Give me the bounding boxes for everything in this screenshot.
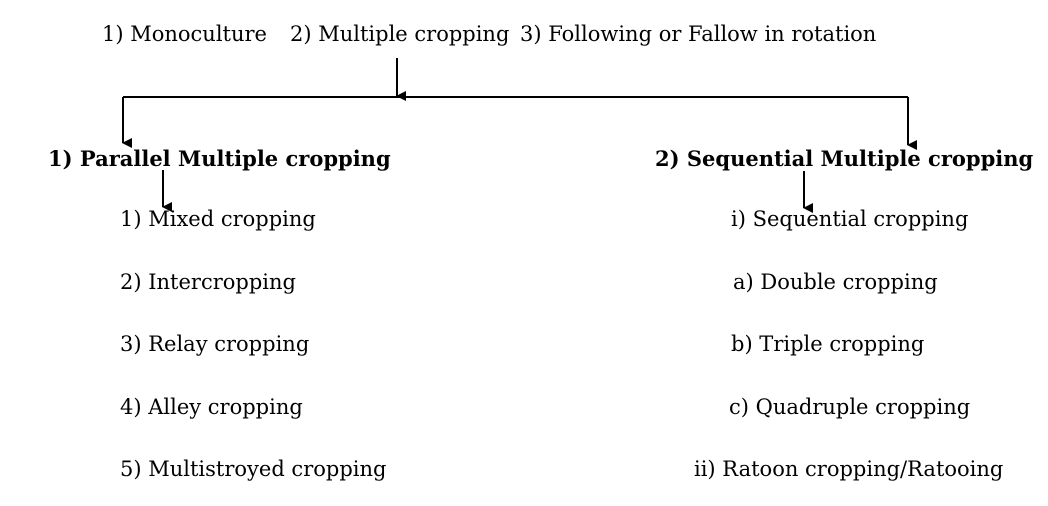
left-list-item: 4) Alley cropping (120, 395, 303, 419)
right-list-item: a) Double cropping (733, 270, 938, 294)
top-item-fallow-rotation: 3) Following or Fallow in rotation (520, 22, 877, 46)
right-list-item: ii) Ratoon cropping/Ratooing (694, 457, 1004, 481)
right-list-item: b) Triple cropping (731, 332, 925, 356)
top-item-multiple-cropping: 2) Multiple cropping (290, 22, 510, 46)
left-list-item: 5) Multistroyed cropping (120, 457, 387, 481)
right-list-item: c) Quadruple cropping (729, 395, 971, 419)
heading-sequential-multiple-cropping: 2) Sequential Multiple cropping (655, 146, 1034, 171)
left-list-item: 2) Intercropping (120, 270, 296, 294)
left-list-item: 1) Mixed cropping (120, 207, 316, 231)
right-list-item: i) Sequential cropping (731, 207, 969, 231)
top-item-monoculture: 1) Monoculture (102, 22, 267, 46)
heading-parallel-multiple-cropping: 1) Parallel Multiple cropping (48, 146, 391, 171)
left-list-item: 3) Relay cropping (120, 332, 310, 356)
